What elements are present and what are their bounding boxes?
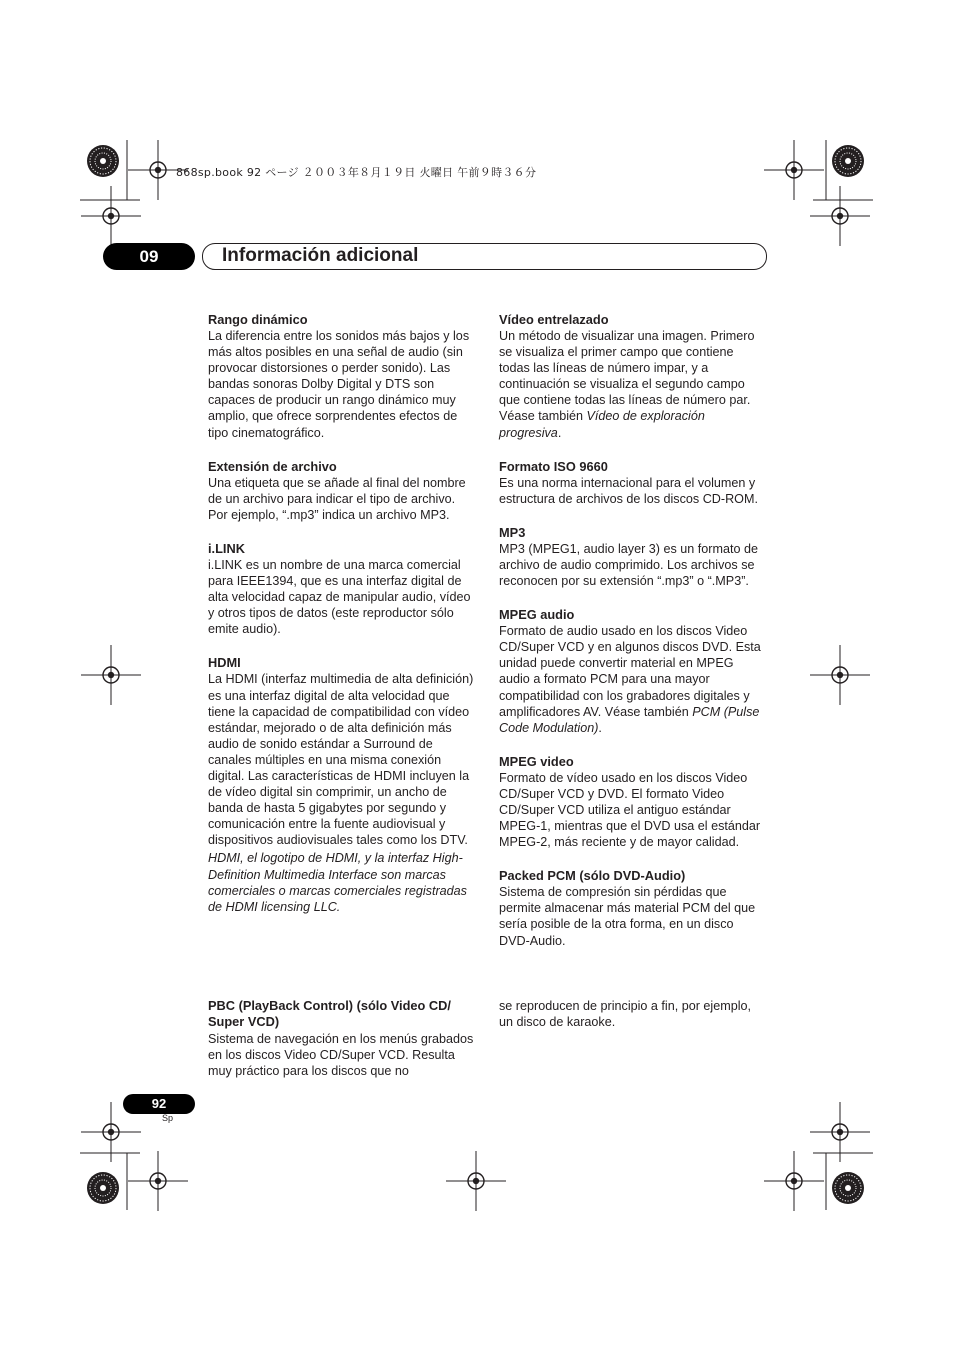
definition-tail: . [557,425,562,440]
glossary-entry [499,459,767,507]
glossary-term: Vídeo entrelazado [499,312,609,327]
glossary-definition: Sistema de navegación en los menús grabados en los discos Video CD/Super VCD. Resulta muy práctico para los discos que no [208,1032,474,1079]
glossary-definition: Formato de vídeo usado en los discos Video CD/Super VCD y DVD. El formato Video CD/Super VCD utiliza el antiguo estándar MPEG-1, mientras que el DVD usa el estándar MPEG-2, más reciente y de mayor calidad. [499,770,761,850]
glossary-definition [499,328,767,441]
chapter-title: Información adicional [222,245,419,266]
cross-reference: PCM (Pulse Code Modulation) [499,704,760,735]
glossary-definition: Es una norma internacional para el volumen y estructura de archivos de los discos CD-ROM. [499,475,758,506]
glossary-term: MPEG video [499,753,574,769]
glossary-entry-pbc [208,998,476,1079]
glossary-term: Formato ISO 9660 [499,458,608,474]
glossary-term: Rango dinámico [208,312,308,327]
glossary-term: PBC (PlayBack Control) (sólo Video CD/ Super VCD) [208,998,451,1029]
glossary-term: MPEG audio [499,607,575,623]
glossary-term: Packed PCM (sólo DVD-Audio) [499,868,686,884]
glossary-entry [499,868,767,948]
glossary-entry [499,312,767,441]
glossary-entry [208,655,476,914]
left-column [208,312,476,933]
glossary-term: MP3 [499,524,526,540]
glossary-definition: La diferencia entre los sonidos más bajos y los más altos posibles en una señal de audio (sin provocar distorsiones o perder sonido). Las bandas sonoras Dolby Digital y DTS son capaces de producir un rango dinámico muy amplio, que ofrece sorprendentes efectos de tipo cinematográfico. [208,329,470,440]
glossary-term: HDMI [208,655,241,671]
glossary-definition: Sistema de compresión sin pérdidas que permite almacenar más material PCM del que sería posible de la otra forma, en un disco DVD-Audio. [499,885,756,948]
right-column [499,312,767,967]
glossary-definition: MP3 (MPEG1, audio layer 3) es un formato de archivo de audio comprimido. Los archivos se reconocen por su extensión “.mp3” o “.MP3”. [499,541,758,589]
trademark-note: HDMI, el logotipo de HDMI, y la interfaz High-Definition Multimedia Interface son marcas comerciales o marcas comerciales registradas de HDMI licensing LLC. [208,851,467,914]
definition-text: Formato de audio usado en los discos Video CD/Super VCD y en algunos discos DVD. Esta unidad puede convertir material en MPEG audio a formato PCM para una mayor compatibilidad con los grabadores digitales y amplificadores AV. Véase también [499,624,761,719]
glossary-definition [499,623,767,736]
glossary-entry [208,541,476,637]
glossary-entry [499,525,767,589]
glossary-entry [499,754,767,850]
glossary-entry [208,312,476,441]
glossary-term: Extensión de archivo [208,458,337,474]
glossary-term: i.LINK [208,540,245,556]
glossary-definition: Una etiqueta que se añade al final del nombre de un archivo para indicar el tipo de archivo. Por ejemplo, “.mp3” indica un archivo MP3. [208,475,466,522]
cross-reference: Vídeo de exploración progresiva [499,409,705,440]
print-file-info: 868sp.book 92 ページ ２００３年８月１９日 火曜日 午前９時３６分 [176,166,537,179]
chapter-number-badge: 09 [103,243,195,270]
glossary-entry [208,459,476,523]
glossary-definition: i.LINK es un nombre de una marca comercial para IEEE1394, que es una interfaz digital de alta velocidad capaz de manipular audio, vídeo y otros tipos de datos (este reproductor sólo emite audio). [208,557,471,637]
glossary-definition: La HDMI (interfaz multimedia de alta definición) es una interfaz digital de alta velocidad que tiene la capacidad de compatibilidad con vídeo estándar, mejorado o de alta definición más audio de sonido estándar a Surround de canales múltiples en una misma conexión digital. Las características de HDMI incluyen la de vídeo digital sin comprimir, un ancho de banda de hasta 5 gigabytes por segundo y comunicación entre la fuente audiovisual y dispositivos audiovisuales tales como los DTV. [208,672,474,848]
glossary-definition-continued [499,998,767,1030]
definition-tail: . [598,720,602,735]
definition-text: Un método de visualizar una imagen. Primero se visualiza el primer campo que contiene todas las líneas de número impar, y a continuación se visualiza el segundo campo que contiene todas las líneas de número par. Véase también [499,329,755,424]
page-language: Sp [162,1113,174,1123]
glossary-definition: se reproducen de principio a fin, por ejemplo, un disco de karaoke. [499,999,752,1030]
glossary-entry [499,607,767,736]
page-number: 92 [123,1094,195,1114]
